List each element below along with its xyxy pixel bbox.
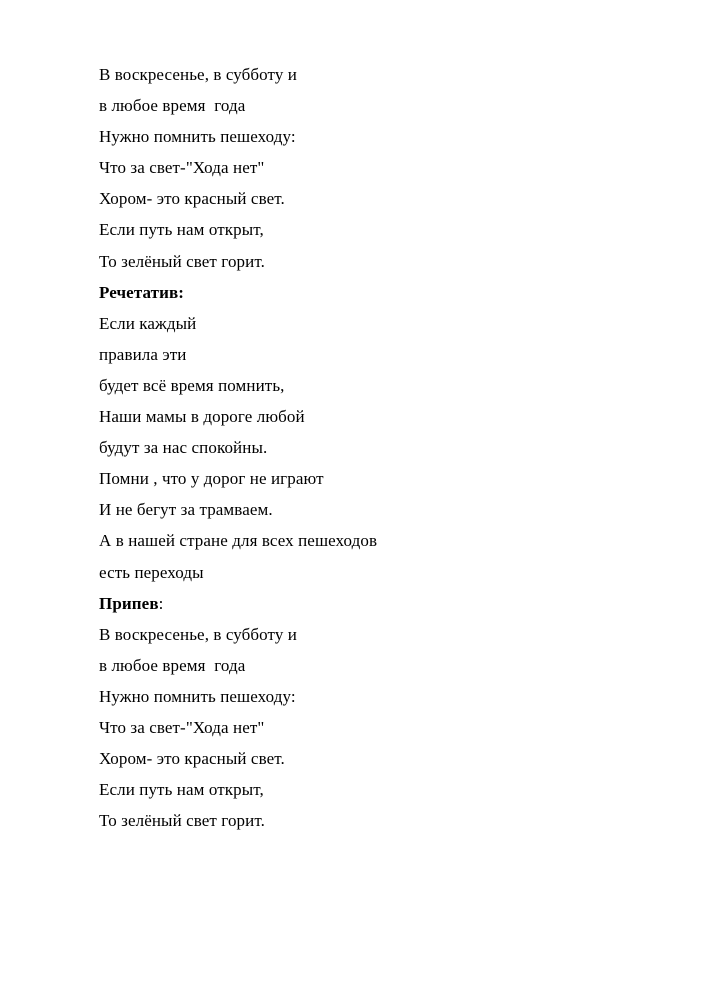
text-line — [99, 432, 639, 463]
text-line-normal-part: Что за свет-"Хода нет" — [99, 717, 265, 737]
text-line — [99, 183, 639, 214]
text-line-normal-part: То зелёный свет горит. — [99, 811, 265, 831]
text-line — [99, 339, 639, 370]
text-line-normal-part: Хором- это красный свет. — [99, 749, 285, 769]
text-line — [99, 494, 639, 525]
text-line — [99, 805, 639, 836]
text-line — [99, 308, 639, 339]
text-line-normal-part: в любое время года — [99, 655, 246, 675]
text-line — [99, 588, 639, 619]
text-line — [99, 90, 639, 121]
text-line-normal-part: Если путь нам открыт, — [99, 780, 264, 800]
text-line — [99, 277, 639, 308]
text-line-normal-part: Хором- это красный свет. — [99, 189, 285, 209]
text-line — [99, 463, 639, 494]
text-line-normal-part: правила эти — [99, 344, 187, 364]
text-line-normal-part: : — [158, 593, 164, 613]
text-line — [99, 246, 639, 277]
text-line — [99, 401, 639, 432]
text-line-normal-part: В воскресенье, в субботу и — [99, 624, 297, 644]
text-line — [99, 121, 639, 152]
text-line — [99, 525, 639, 556]
text-line-bold-part: Речетатив: — [99, 282, 185, 302]
text-line-normal-part: Если путь нам открыт, — [99, 220, 264, 240]
text-line-normal-part: Что за свет-"Хода нет" — [99, 158, 265, 178]
text-line — [99, 774, 639, 805]
text-line — [99, 152, 639, 183]
text-line — [99, 650, 639, 681]
text-line-normal-part: То зелёный свет горит. — [99, 251, 265, 271]
text-line-normal-part: Помни , что у дорог не играют — [99, 469, 324, 489]
text-line-normal-part: Нужно помнить пешеходу: — [99, 127, 296, 147]
lyrics-text-block — [99, 59, 639, 836]
text-line — [99, 681, 639, 712]
text-line-normal-part: А в нашей стране для всех пешеходов — [99, 531, 378, 551]
text-line-normal-part: будет всё время помнить, — [99, 375, 285, 395]
text-line — [99, 214, 639, 245]
text-line — [99, 370, 639, 401]
text-line-normal-part: И не бегут за трамваем. — [99, 500, 273, 520]
text-line-normal-part: в любое время года — [99, 96, 246, 116]
text-line-normal-part: В воскресенье, в субботу и — [99, 65, 297, 84]
text-line — [99, 712, 639, 743]
text-line-normal-part: Нужно помнить пешеходу: — [99, 686, 296, 706]
text-line — [99, 59, 639, 90]
text-line-normal-part: Наши мамы в дороге любой — [99, 407, 305, 427]
text-line-normal-part: Если каждый — [99, 313, 197, 333]
text-line — [99, 619, 639, 650]
text-line-bold-part: Припев — [99, 593, 159, 613]
text-line-normal-part: есть переходы — [99, 562, 204, 582]
text-line — [99, 743, 639, 774]
text-line — [99, 557, 639, 588]
text-line-normal-part: будут за нас спокойны. — [99, 438, 268, 458]
